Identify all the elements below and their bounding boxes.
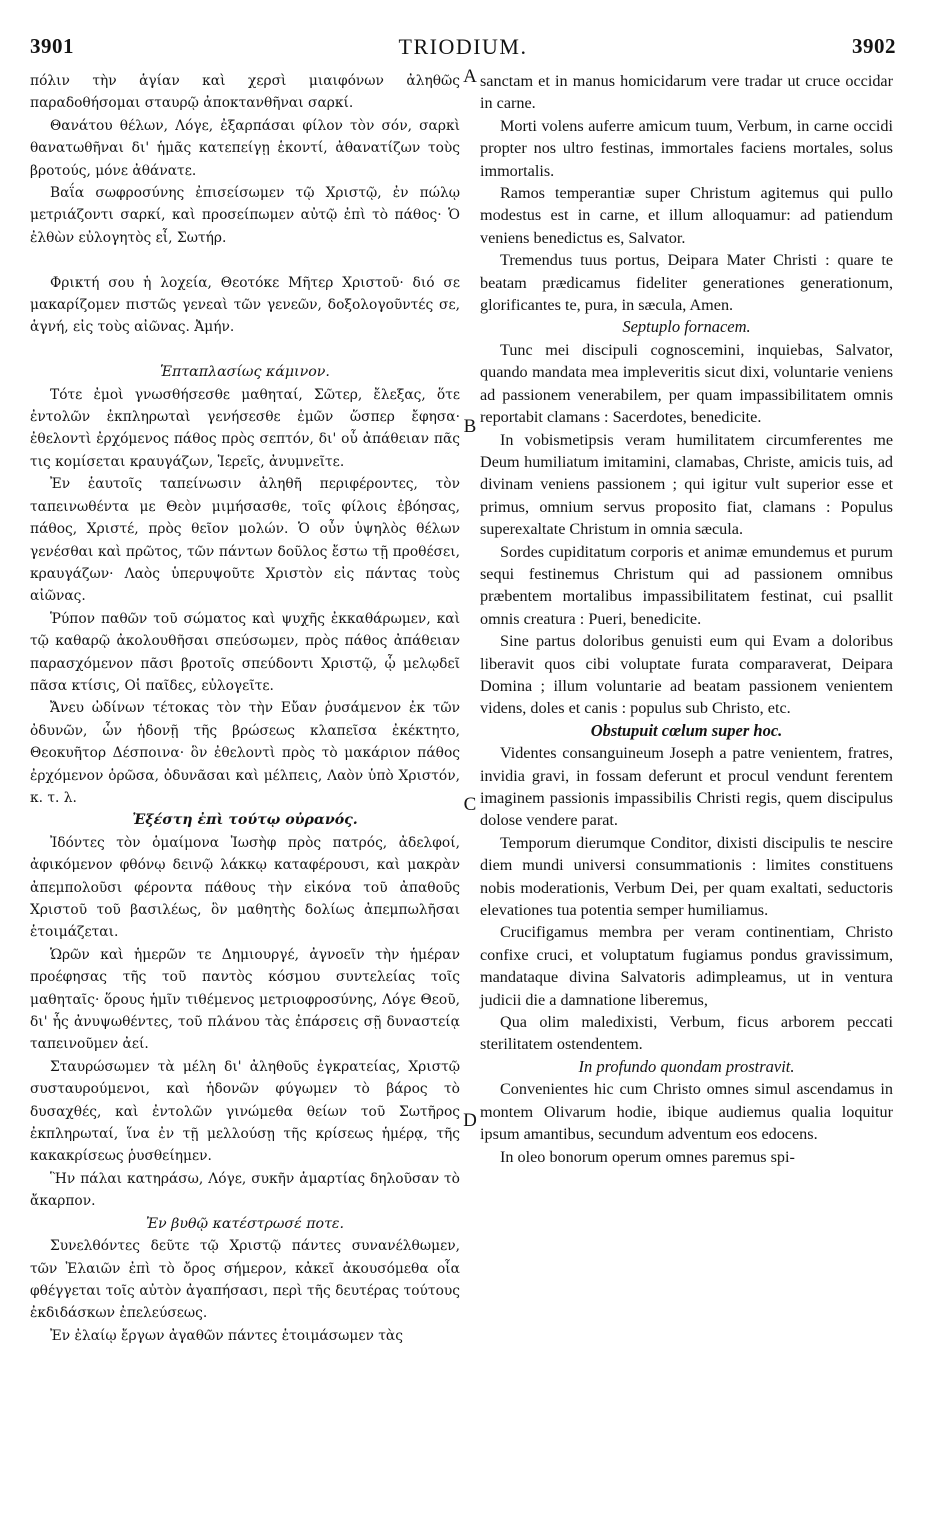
greek-column bbox=[30, 70, 460, 1347]
greek-paragraph: Φρικτή σου ἡ λοχεία, Θεοτόκε Μῆτερ Χριστοῦ· διό σε μακαρίζομεν πιστῶς γενεαὶ τῶν γενεῶν, δοξολογοῦντές σε, ἁγνή, εἰς τοὺς αἰῶνας. Ἀμήν. bbox=[30, 274, 460, 336]
greek-paragraph: Βαΐα σωφροσύνης ἐπισείσωμεν τῷ Χριστῷ, ἐν πώλῳ μετριάζοντι σαρκί, καὶ προσείπωμεν αὐτῷ ἐπὶ τὸ πάθος· Ὁ ἐλθὼν εὐλογητὸς εἶ, Σωτήρ. bbox=[30, 185, 460, 246]
greek-heading: Ἐν βυθῷ κατέστρωσέ ποτε. bbox=[145, 1215, 345, 1232]
margin-marker-d: D bbox=[463, 1110, 477, 1131]
latin-paragraph: Sine partus doloribus genuisti eum qui Evam a doloribus liberavit quos cibi voluptate furata comparaverat, Deipara Domina ; illum voluntarie ad beatam passionem venientem videns, doles et canis : populus sub Christo, etc. bbox=[480, 632, 893, 718]
greek-paragraph: πόλιν τὴν ἁγίαν καὶ χερσὶ μιαιφόνων ἀληθῶς παραδοθήσομαι σταυρῷ ἀποκτανθῆναι σαρκί. bbox=[30, 73, 460, 112]
running-header bbox=[30, 30, 896, 64]
margin-marker-c: C bbox=[463, 794, 477, 815]
latin-heading: In profundo quondam prostravit. bbox=[578, 1056, 795, 1076]
latin-paragraph: In oleo bonorum operum omnes paremus spi- bbox=[500, 1147, 795, 1166]
greek-paragraph: Ἣν πάλαι κατηράσω, Λόγε, συκῆν ἁμαρτίας δηλοῦσαν τὸ ἄκαρπον. bbox=[30, 1170, 460, 1210]
greek-paragraph: Ῥύπον παθῶν τοῦ σώματος καὶ ψυχῆς ἐκκαθάρωμεν, καὶ τῷ καθαρῷ ἀκολουθῆσαι σπεύσωμεν, πρὸς πάθος ἀπάθειαν παρασχόμενον πᾶσι βροτοῖς σπεύδοντι Χριστῷ, ᾧ μελῳδεῖ πᾶσα κτίσις, Οἱ παῖδες, εὐλογεῖτε. bbox=[30, 610, 460, 694]
latin-heading: Septuplo fornacem. bbox=[622, 317, 751, 337]
latin-heading: Obstupuit cœlum super hoc. bbox=[590, 720, 783, 740]
greek-paragraph: Θανάτου θέλων, Λόγε, ἐξαρπάσαι φίλον τὸν σόν, σαρκὶ θανατωθῆναι δι' ἡμᾶς κατεπείγῃ ἑκοντί, ἀθανατίζων τοὺς βροτούς, μόνε ἀθάνατε. bbox=[30, 117, 460, 179]
greek-paragraph: Συνελθόντες δεῦτε τῷ Χριστῷ πάντες συνανέλθωμεν, τῶν Ἐλαιῶν ἐπὶ τὸ ὄρος σήμερον, κἀκεῖ ἀκουσόμεθα οἷα φθέγγεται τοῖς αὐτὸν ἀγαπήσασι, περὶ τῆς δευτέρας τούτους ἐκδιδάσκων ἐπελεύσεως. bbox=[30, 1238, 460, 1322]
greek-paragraph: Ὡρῶν καὶ ἡμερῶν τε Δημιουργέ, ἀγνοεῖν τὴν ἡμέραν προέφησας τῆς τοῦ παντὸς κόσμου συντελείας τοῖς μαθηταῖς· ὅρους ἡμῖν τιθέμενος μετριοφροσύνης, Λόγε Θεοῦ, δι' ἧς ἀνυψωθέντες, τοῦ πλάνου τὰς ἐπάρσεις σῇ δυναστείᾳ ταπεινοῦμεν ἀεί. bbox=[30, 946, 460, 1053]
greek-paragraph: Σταυρώσωμεν τὰ μέλη δι' ἀληθοῦς ἐγκρατείας, Χριστῷ συσταυρούμενοι, καὶ ἡδονῶν φύγωμεν τὸ βάρος τὸ δυσαχθές, καὶ ἐντολῶν γινώμεθα θείων τοῦ Σωτῆρος ἐκπληρωταί, ἵνα ἐν τῇ μελλούσῃ τῆς κρίσεως ἡμέρᾳ, τῆς κακακρίσεως ῥυσθείημεν. bbox=[30, 1058, 460, 1165]
latin-paragraph: In vobismetipsis veram humilitatem circumferentes me Deum humiliatum imitamini, clamabas, Christe, amicis tuis, ad divinam veniens passionem ; qui igitur vult superior esse et primus, omnium servus proposito fiat, clamans : Populus superexaltate Christum in omnia sæcula. bbox=[480, 430, 893, 539]
greek-paragraph: Τότε ἐμοὶ γνωσθήσεσθε μαθηταί, Σῶτερ, ἔλεξας, ὅτε ἐντολῶν ἐκπληρωταὶ γενήσεσθε ἐμῶν ὥσπερ ἔφησα· ἐθελοντὶ ἐρχόμενος πάθος πρὸς σεπτόν, δι' οὗ ἀπάθειαν πᾶς τις κομίσεται κραυγάζων, Ἱερεῖς, ἀνυμνεῖτε. bbox=[30, 386, 460, 470]
greek-heading: Ἑπταπλασίως κάμινον. bbox=[160, 364, 330, 381]
latin-paragraph: Convenientes hic cum Christo omnes simul ascendamus in montem Olivarum hodie, ibique audiemus qualia loquitur ipsum amantibus, secundum adventum eos edocens. bbox=[480, 1080, 893, 1144]
latin-paragraph: Tunc mei discipuli cognoscemini, inquiebas, Salvator, quando mandata mea impleveritis sicut dixi, voluntarie veniens ad passionem venerabilem, per quam impassibilitatem omnis reportabit clamans : Sacerdotes, benedicite. bbox=[480, 340, 893, 427]
latin-paragraph: Temporum dierumque Conditor, dixisti discipulis te nescire diem mundi universi consummationis : limites constituens nobis moderationis, Verbum Dei, per quam exaltati, seductoris elevationes tua potentia semper humiliamus. bbox=[480, 833, 893, 920]
latin-paragraph: sanctam et in manus homicidarum vere tradar ut cruce occidar in carne. bbox=[480, 72, 893, 113]
page-number-left: 3901 bbox=[30, 34, 74, 58]
greek-paragraph: Ἰδόντες τὸν ὁμαίμονα Ἰωσὴφ πρὸς πατρός, ἀδελφοί, ἀφικόμενον φθόνῳ δεινῷ λάκκῳ καταφέρουσι, καὶ μακρὰν ἀπεμπολοῦσι φέροντα πάθους τὴν εἰκόνα τοῦ ἀπαθοῦς Χριστοῦ τοῦ βασιλέως, ὃν μαθητὴς δολίως ἀπεμπωλῆσαι ἑτοιμάζεται. bbox=[30, 834, 460, 941]
greek-paragraph: Ἄνευ ὠδίνων τέτοκας τὸν τὴν Εὔαν ῥυσάμενον ἐκ τῶν ὀδυνῶν, ὧν ἡδονῇ τῆς βρώσεως κλαπεῖσα ἐκέκτητο, Θεοκυῆτορ Δέσποινα· ὃν ἐθελοντὶ πρὸς τὸ μακάριον πάθος ἐρχόμενον ὁρῶσα, ὀδυνᾶσαι καὶ μέλπεις, Λαὸν ὑπὸ Χριστόν, κ. τ. λ. bbox=[30, 700, 460, 806]
latin-paragraph: Qua olim maledixisti, Verbum, ficus arborem peccati sterilitatem ostendentem. bbox=[480, 1013, 893, 1054]
latin-column bbox=[480, 70, 893, 1168]
latin-paragraph: Morti volens auferre amicum tuum, Verbum, in carne occidi propter nos ultro festinas, immortales faciens mortales, solus immortalis. bbox=[480, 116, 893, 180]
margin-marker-b: B bbox=[463, 416, 477, 437]
greek-heading: Ἐξέστη ἐπὶ τούτῳ οὐρανός. bbox=[132, 812, 358, 829]
greek-paragraph: Ἐν ἐλαίῳ ἔργων ἀγαθῶν πάντες ἑτοιμάσωμεν τὰς bbox=[50, 1327, 403, 1344]
page-number-right: 3902 bbox=[852, 34, 896, 58]
latin-paragraph: Videntes consanguineum Joseph a patre venientem, fratres, invidia gravi, in fossam deferunt et procul vendunt ferentem imaginem passionis impassibilis Christi regis, quem discipulus dolose vendere parat. bbox=[480, 744, 893, 830]
latin-paragraph: Crucifigamus membra per veram continentiam, Christo confixe cruci, et voluptatum fugiamus pondus gravissimum, mandataque divina Salvatoris adimpleamus, ut in ventura judicii die a damnatione liberemus, bbox=[480, 923, 893, 1009]
latin-paragraph: Tremendus tuus portus, Deipara Mater Christi : quare te beatam prædicamus fideliter generationes generationum, glorificantes te, pura, in sæcula, Amen. bbox=[480, 251, 893, 315]
greek-paragraph: Ἐν ἑαυτοῖς ταπείνωσιν ἀληθῆ περιφέροντες, τὸν ταπεινωθέντα με Θεὸν μιμήσασθε, τοῖς φίλοις ἐβόησας, πάθος, Χριστέ, πρὸς θεῖον μολών. Ὁ οὖν ὑψηλὸς θέλων γενέσθαι καὶ πρῶτος, τῶν πάντων δοῦλος ἔστω τῇ προθέσει, κραυγάζων· Λαὸς ὑπερυψοῦτε Χριστὸν εἰς πάντας τοὺς αἰῶνας. bbox=[30, 476, 460, 605]
latin-paragraph: Sordes cupiditatum corporis et animæ emundemus et purum sequi festinemus Christum qui ad passionem omnibus præbentem mortalibus impassibilitatem festinat, cui psallit omnis creatura : Pueri, benedicite. bbox=[480, 542, 893, 628]
running-title: TRIODIUM. bbox=[398, 34, 528, 59]
margin-marker-a: A bbox=[463, 66, 477, 87]
latin-paragraph: Ramos temperantiæ super Christum agitemus qui pullo modestus est in carne, et illum alloquamur: ad patiendum veniens benedictus es, Salvator. bbox=[480, 184, 893, 247]
